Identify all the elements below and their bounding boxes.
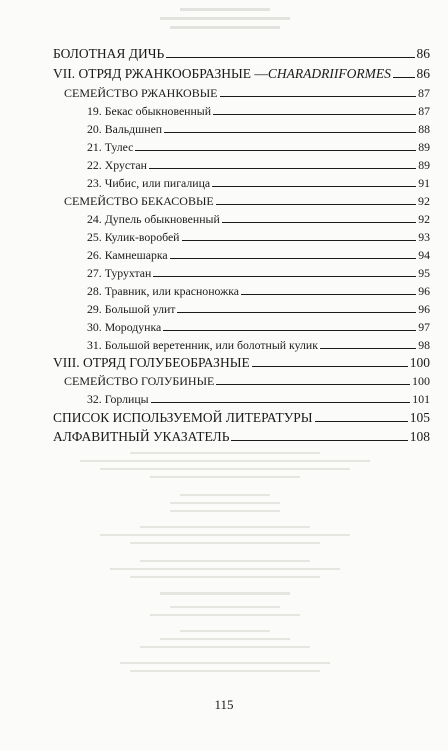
- toc-entry-label: 21. Тулес: [87, 140, 134, 154]
- toc-leader: [212, 186, 416, 187]
- bleed-through-top: [60, 4, 390, 34]
- toc-entry-label: 28. Травник, или красноножка: [87, 284, 240, 298]
- toc-entry-label: 29. Большой улит: [87, 302, 176, 316]
- toc-entry-page: 95: [418, 266, 430, 280]
- toc-entry: [87, 102, 430, 120]
- toc-leader: [320, 348, 416, 349]
- toc-entry-label: VII. ОТРЯД РЖАНКООБРАЗНЫЕ —: [53, 66, 268, 81]
- toc-entry-label: 22. Хрустан: [87, 158, 147, 172]
- toc-entry-label: 20. Вальдшнеп: [87, 122, 163, 136]
- toc-entry-page: 100: [409, 355, 430, 370]
- toc-entry: [64, 84, 430, 102]
- toc-entry-latin: CHARADRIIFORMES: [267, 66, 391, 81]
- toc-leader: [163, 330, 416, 331]
- toc-leader: [177, 312, 416, 313]
- toc-entry: [87, 228, 430, 246]
- bleed-through-bottom: [60, 450, 390, 680]
- toc-leader: [149, 168, 416, 169]
- toc-leader: [315, 421, 408, 422]
- toc-entry-label: 30. Мородунка: [87, 320, 162, 334]
- toc-leader: [164, 132, 416, 133]
- toc-entry-label: СПИСОК ИСПОЛЬЗУЕМОЙ ЛИТЕРАТУРЫ: [53, 410, 313, 425]
- toc-entry: [87, 138, 430, 156]
- toc-entry: [87, 264, 430, 282]
- toc-entry-page: 92: [418, 194, 430, 208]
- toc-entry-page: 94: [418, 248, 430, 262]
- toc-leader: [393, 77, 415, 78]
- toc-entry: [53, 65, 430, 83]
- toc-entry-label: СЕМЕЙСТВО БЕКАСОВЫЕ: [64, 194, 214, 208]
- toc-entry-label: 26. Камнешарка: [87, 248, 168, 262]
- toc-leader: [153, 276, 416, 277]
- toc-entry-label: АЛФАВИТНЫЙ УКАЗАТЕЛЬ: [53, 429, 230, 444]
- toc-entry-page: 91: [418, 176, 430, 190]
- toc-entry: [87, 282, 430, 300]
- toc-leader: [182, 240, 417, 241]
- toc-entry: [53, 428, 430, 446]
- toc-entry-label: VIII. ОТРЯД ГОЛУБЕОБРАЗНЫЕ: [53, 355, 250, 370]
- toc-entry-page: 100: [412, 374, 430, 388]
- toc-leader: [213, 114, 416, 115]
- toc-entry: [53, 409, 430, 427]
- toc-entry: [64, 372, 430, 390]
- toc-entry-page: 89: [418, 158, 430, 172]
- toc-entry-page: 86: [416, 46, 430, 61]
- toc-entry-page: 88: [418, 122, 430, 136]
- toc-entry-label: 24. Дупель обыкновенный: [87, 212, 220, 226]
- toc-leader: [166, 57, 414, 58]
- toc-entry-page: 87: [418, 104, 430, 118]
- toc-entry: [64, 192, 430, 210]
- toc-leader: [216, 384, 410, 385]
- toc-entry-label: 23. Чибис, или пигалица: [87, 176, 211, 190]
- toc-entry-page: 92: [418, 212, 430, 226]
- bleed-through-lines: [60, 450, 390, 680]
- toc-entry: [87, 318, 430, 336]
- toc-entry-label: 27. Турухтан: [87, 266, 152, 280]
- toc-entry-label: 31. Большой веретенник, или болотный кулик: [87, 338, 318, 352]
- toc-leader: [222, 222, 416, 223]
- toc-entry: [87, 120, 430, 138]
- page-number: 115: [214, 697, 234, 712]
- toc-entry-label: БОЛОТНАЯ ДИЧЬ: [53, 46, 165, 61]
- toc-entry-page: 86: [416, 66, 430, 81]
- toc-entry-label: СЕМЕЙСТВО РЖАНКОВЫЕ: [64, 86, 218, 100]
- toc-entry-page: 87: [418, 86, 430, 100]
- toc-entry: [53, 45, 430, 63]
- toc-entry-page: 101: [412, 392, 430, 406]
- toc-leader: [216, 204, 416, 205]
- toc-leader: [151, 402, 411, 403]
- toc-entry: [87, 300, 430, 318]
- toc-entry-page: 96: [418, 302, 430, 316]
- toc-entry-label: 32. Горлицы: [87, 392, 149, 406]
- toc-entry-label: СЕМЕЙСТВО ГОЛУБИНЫЕ: [64, 374, 215, 388]
- toc-entry: [87, 174, 430, 192]
- toc-entry: [87, 390, 430, 408]
- toc-entry-label: 19. Бекас обыкновенный: [87, 104, 212, 118]
- toc-entry-page: 96: [418, 284, 430, 298]
- toc-entry-page: 89: [418, 140, 430, 154]
- bleed-through-lines: [60, 4, 390, 34]
- toc-entry-page: 98: [418, 338, 430, 352]
- toc-leader: [241, 294, 416, 295]
- toc-leader: [170, 258, 417, 259]
- toc-entry-page: 93: [418, 230, 430, 244]
- toc-entry: [87, 210, 430, 228]
- toc-entry: [87, 246, 430, 264]
- toc-entry-page: 105: [409, 410, 430, 425]
- toc-entry-page: 97: [418, 320, 430, 334]
- toc-entry: [87, 336, 430, 354]
- toc-leader: [252, 366, 408, 367]
- toc-leader: [220, 96, 416, 97]
- toc-entry: [53, 354, 430, 372]
- toc-leader: [135, 150, 416, 151]
- toc-entry: [87, 156, 430, 174]
- toc-leader: [231, 440, 407, 441]
- toc-entry-label: 25. Кулик-воробей: [87, 230, 180, 244]
- toc-entry-page: 108: [409, 429, 430, 444]
